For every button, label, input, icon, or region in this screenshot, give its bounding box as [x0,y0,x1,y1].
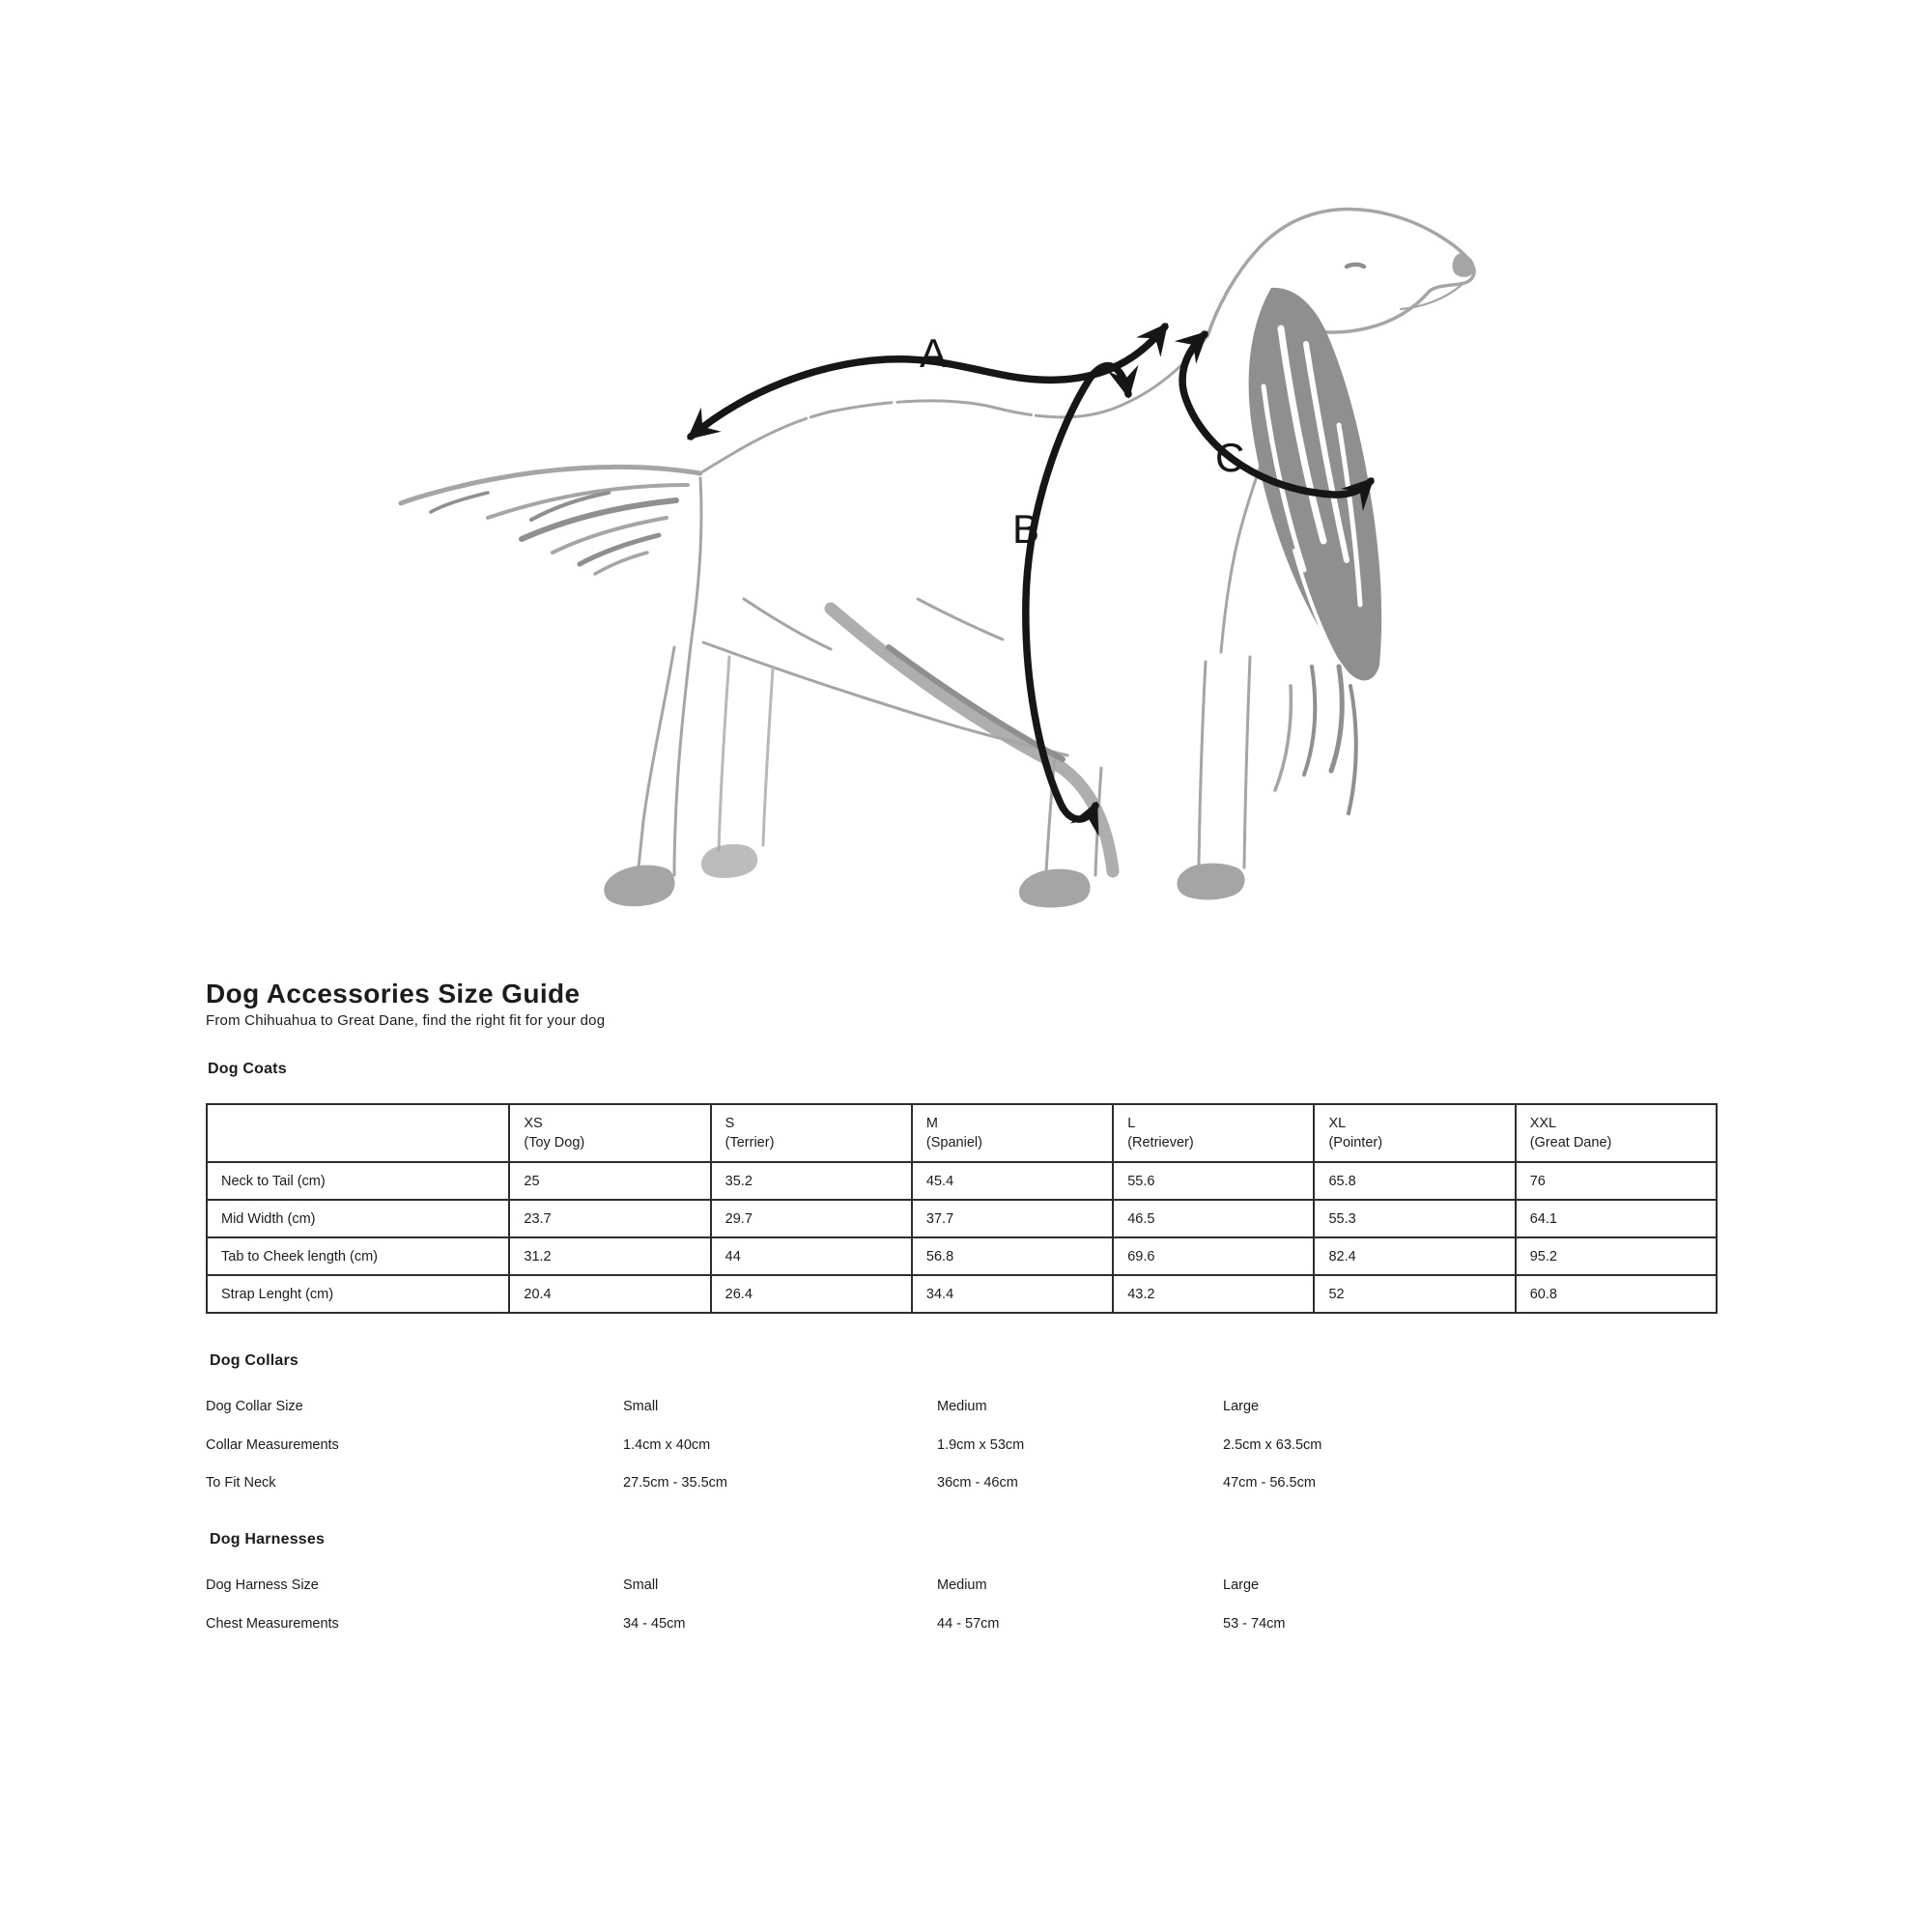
row-label: Strap Lenght (cm) [207,1275,509,1313]
table-row-tab-to-cheek [207,1237,1717,1275]
cell-value: 95.2 [1516,1237,1717,1275]
row-label: Chest Measurements [206,1616,339,1632]
column-header-xl: XL (Pointer) [1314,1104,1515,1162]
dog-harnesses-list [206,1577,1751,1655]
cell-value: 29.7 [711,1200,912,1237]
cell-value: 2.5cm x 63.5cm [1223,1437,1322,1453]
collar-size-row [206,1399,1751,1418]
cell-value: 31.2 [509,1237,710,1275]
section-heading-dog-harnesses: Dog Harnesses [210,1531,326,1548]
section-heading-dog-collars: Dog Collars [210,1352,298,1369]
dog-measurement-diagram [290,145,1507,927]
table-row-neck-to-tail [207,1162,1717,1200]
page-subtitle: From Chihuahua to Great Dane, find the right fit for your dog [206,1012,606,1029]
cell-value: Medium [937,1399,987,1414]
cell-value: 34 - 45cm [623,1616,686,1632]
table-header-row [207,1104,1717,1162]
cell-value: 35.2 [711,1162,912,1200]
harness-chest-row [206,1616,1751,1635]
cell-value: 20.4 [509,1275,710,1313]
row-label: Tab to Cheek length (cm) [207,1237,509,1275]
collar-measurements-row [206,1437,1751,1457]
cell-value: 37.7 [912,1200,1113,1237]
cell-value: 55.3 [1314,1200,1515,1237]
cell-value: Medium [937,1577,987,1593]
cell-value: 27.5cm - 35.5cm [623,1475,727,1491]
cell-value: 23.7 [509,1200,710,1237]
cell-value: Large [1223,1577,1260,1593]
row-label: Collar Measurements [206,1437,339,1453]
arrow-b-girth [1026,366,1128,819]
cell-value: 82.4 [1314,1237,1515,1275]
cell-value: 44 - 57cm [937,1616,1000,1632]
column-header-m: M (Spaniel) [912,1104,1113,1162]
cell-value: 1.9cm x 53cm [937,1437,1025,1453]
cell-value: 55.6 [1113,1162,1314,1200]
cell-value: 76 [1516,1162,1717,1200]
measurement-label-c: C [1215,435,1245,480]
table-row-strap-length [207,1275,1717,1313]
cell-value: Large [1223,1399,1260,1414]
dog-sketch-illustration [401,210,1474,908]
cell-value: 53 - 74cm [1223,1616,1286,1632]
row-label: Neck to Tail (cm) [207,1162,509,1200]
cell-value: 25 [509,1162,710,1200]
section-heading-dog-coats: Dog Coats [208,1061,287,1077]
row-label: Dog Collar Size [206,1399,303,1414]
table-corner-cell [207,1104,509,1162]
column-header-xxl: XXL (Great Dane) [1516,1104,1717,1162]
dog-coats-size-table [206,1103,1718,1314]
measurement-label-b: B [1012,506,1040,552]
collar-fit-neck-row [206,1475,1751,1494]
cell-value: 36cm - 46cm [937,1475,1018,1491]
dog-collars-list [206,1399,1751,1515]
cell-value: 69.6 [1113,1237,1314,1275]
cell-value: 47cm - 56.5cm [1223,1475,1316,1491]
cell-value: 26.4 [711,1275,912,1313]
row-label: Mid Width (cm) [207,1200,509,1237]
cell-value: Small [623,1399,659,1414]
harness-size-row [206,1577,1751,1597]
column-header-s: S (Terrier) [711,1104,912,1162]
cell-value: Small [623,1577,659,1593]
page-title: Dog Accessories Size Guide [206,978,581,1009]
cell-value: 45.4 [912,1162,1113,1200]
measurement-label-a: A [920,330,948,376]
cell-value: 43.2 [1113,1275,1314,1313]
column-header-l: L (Retriever) [1113,1104,1314,1162]
cell-value: 56.8 [912,1237,1113,1275]
cell-value: 1.4cm x 40cm [623,1437,711,1453]
column-header-xs: XS (Toy Dog) [509,1104,710,1162]
table-row-mid-width [207,1200,1717,1237]
cell-value: 60.8 [1516,1275,1717,1313]
row-label: Dog Harness Size [206,1577,319,1593]
cell-value: 34.4 [912,1275,1113,1313]
cell-value: 65.8 [1314,1162,1515,1200]
cell-value: 46.5 [1113,1200,1314,1237]
cell-value: 44 [711,1237,912,1275]
cell-value: 52 [1314,1275,1515,1313]
cell-value: 64.1 [1516,1200,1717,1237]
row-label: To Fit Neck [206,1475,276,1491]
